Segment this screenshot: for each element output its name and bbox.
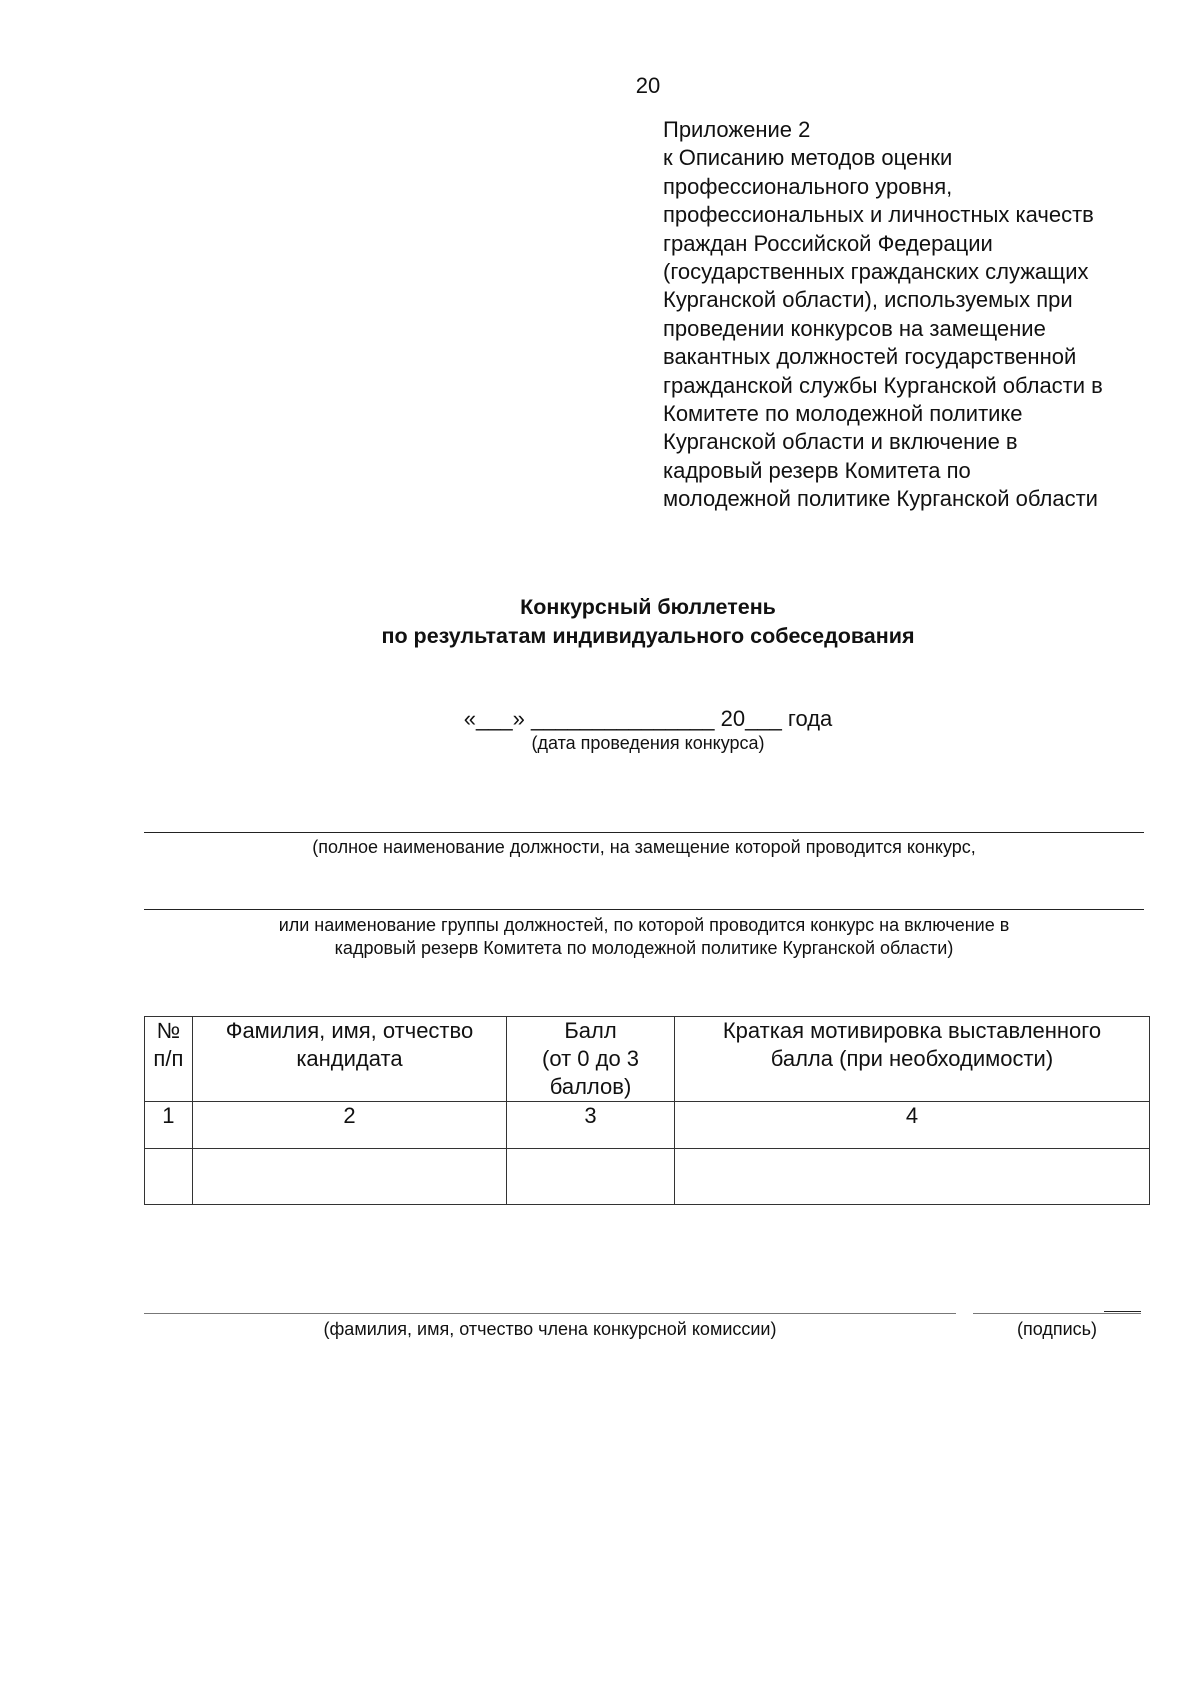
appendix-line: проведении конкурсов на замещение [663, 315, 1046, 341]
table-cell [674, 1149, 1149, 1205]
member-name-caption: (фамилия, имя, отчество члена конкурсной комиссии) [323, 1319, 777, 1339]
header-text: Краткая мотивировка выставленного [722, 1018, 1102, 1043]
appendix-line: (государственных гражданских служащих [663, 259, 1089, 285]
appendix-line: кадровый резерв Комитета по [663, 457, 971, 483]
appendix-line: Курганской области), используемых при [663, 287, 1073, 313]
group-caption [144, 914, 1144, 960]
appendix-line: Приложение 2 [663, 117, 811, 142]
date-line: «___» _______________ 20___ года [463, 706, 833, 731]
appendix-block [663, 116, 1163, 514]
appendix-line: профессиональных и личностных качеств [663, 202, 1094, 228]
appendix-line: граждан Российской Федерации [663, 230, 993, 256]
header-text: Фамилия, имя, отчество [225, 1018, 474, 1043]
header-motivation [674, 1017, 1149, 1102]
table-cell [192, 1149, 506, 1205]
header-text: баллов) [549, 1074, 632, 1099]
table-cell: 3 [507, 1102, 675, 1149]
title-line-1: Конкурсный бюллетень [520, 595, 776, 619]
header-text: кандидата [296, 1046, 403, 1071]
header-full-name [192, 1017, 506, 1102]
signature-rule-mark [1104, 1311, 1141, 1312]
position-caption: (полное наименование должности, на замещение которой проводится конкурс, [312, 837, 976, 857]
table-numbering-row [145, 1102, 1150, 1149]
table-cell: 4 [674, 1102, 1149, 1149]
header-text: п/п [153, 1046, 184, 1071]
table-row [145, 1149, 1150, 1205]
appendix-line: профессионального уровня, [663, 173, 953, 199]
table-header-row [145, 1017, 1150, 1102]
title-line-2: по результатам индивидуального собеседования [381, 624, 915, 648]
header-number [145, 1017, 193, 1102]
header-text: (от 0 до 3 [542, 1046, 640, 1071]
member-name-rule [144, 1313, 956, 1314]
appendix-line: Курганской области и включение в [663, 429, 1018, 455]
table-cell [145, 1149, 193, 1205]
document-title [0, 593, 1200, 651]
group-caption-line-1: или наименование группы должностей, по которой проводится конкурс на включение в [278, 915, 1010, 935]
signature-caption: (подпись) [1016, 1319, 1098, 1339]
header-text: балла (при необходимости) [770, 1046, 1054, 1071]
position-name-rule [144, 832, 1144, 833]
header-score [507, 1017, 675, 1102]
group-caption-line-2: кадровый резерв Комитета по молодежной политике Курганской области) [334, 938, 954, 958]
header-text: Балл [564, 1018, 617, 1043]
table-cell [507, 1149, 675, 1205]
date-caption: (дата проведения конкурса) [531, 733, 765, 753]
table-cell: 1 [145, 1102, 193, 1149]
table-cell: 2 [192, 1102, 506, 1149]
score-table [144, 1016, 1150, 1205]
header-text: № [156, 1018, 181, 1043]
appendix-line: Комитете по молодежной политике [663, 401, 1023, 427]
appendix-line: к Описанию методов оценки [663, 145, 953, 171]
appendix-line: молодежной политике Курганской области [663, 486, 1098, 512]
appendix-line: гражданской службы Курганской области в [663, 372, 1103, 398]
appendix-line: вакантных должностей государственной [663, 344, 1077, 370]
signature-rule [973, 1313, 1141, 1314]
page-number: 20 [635, 73, 661, 98]
group-name-rule [144, 909, 1144, 910]
